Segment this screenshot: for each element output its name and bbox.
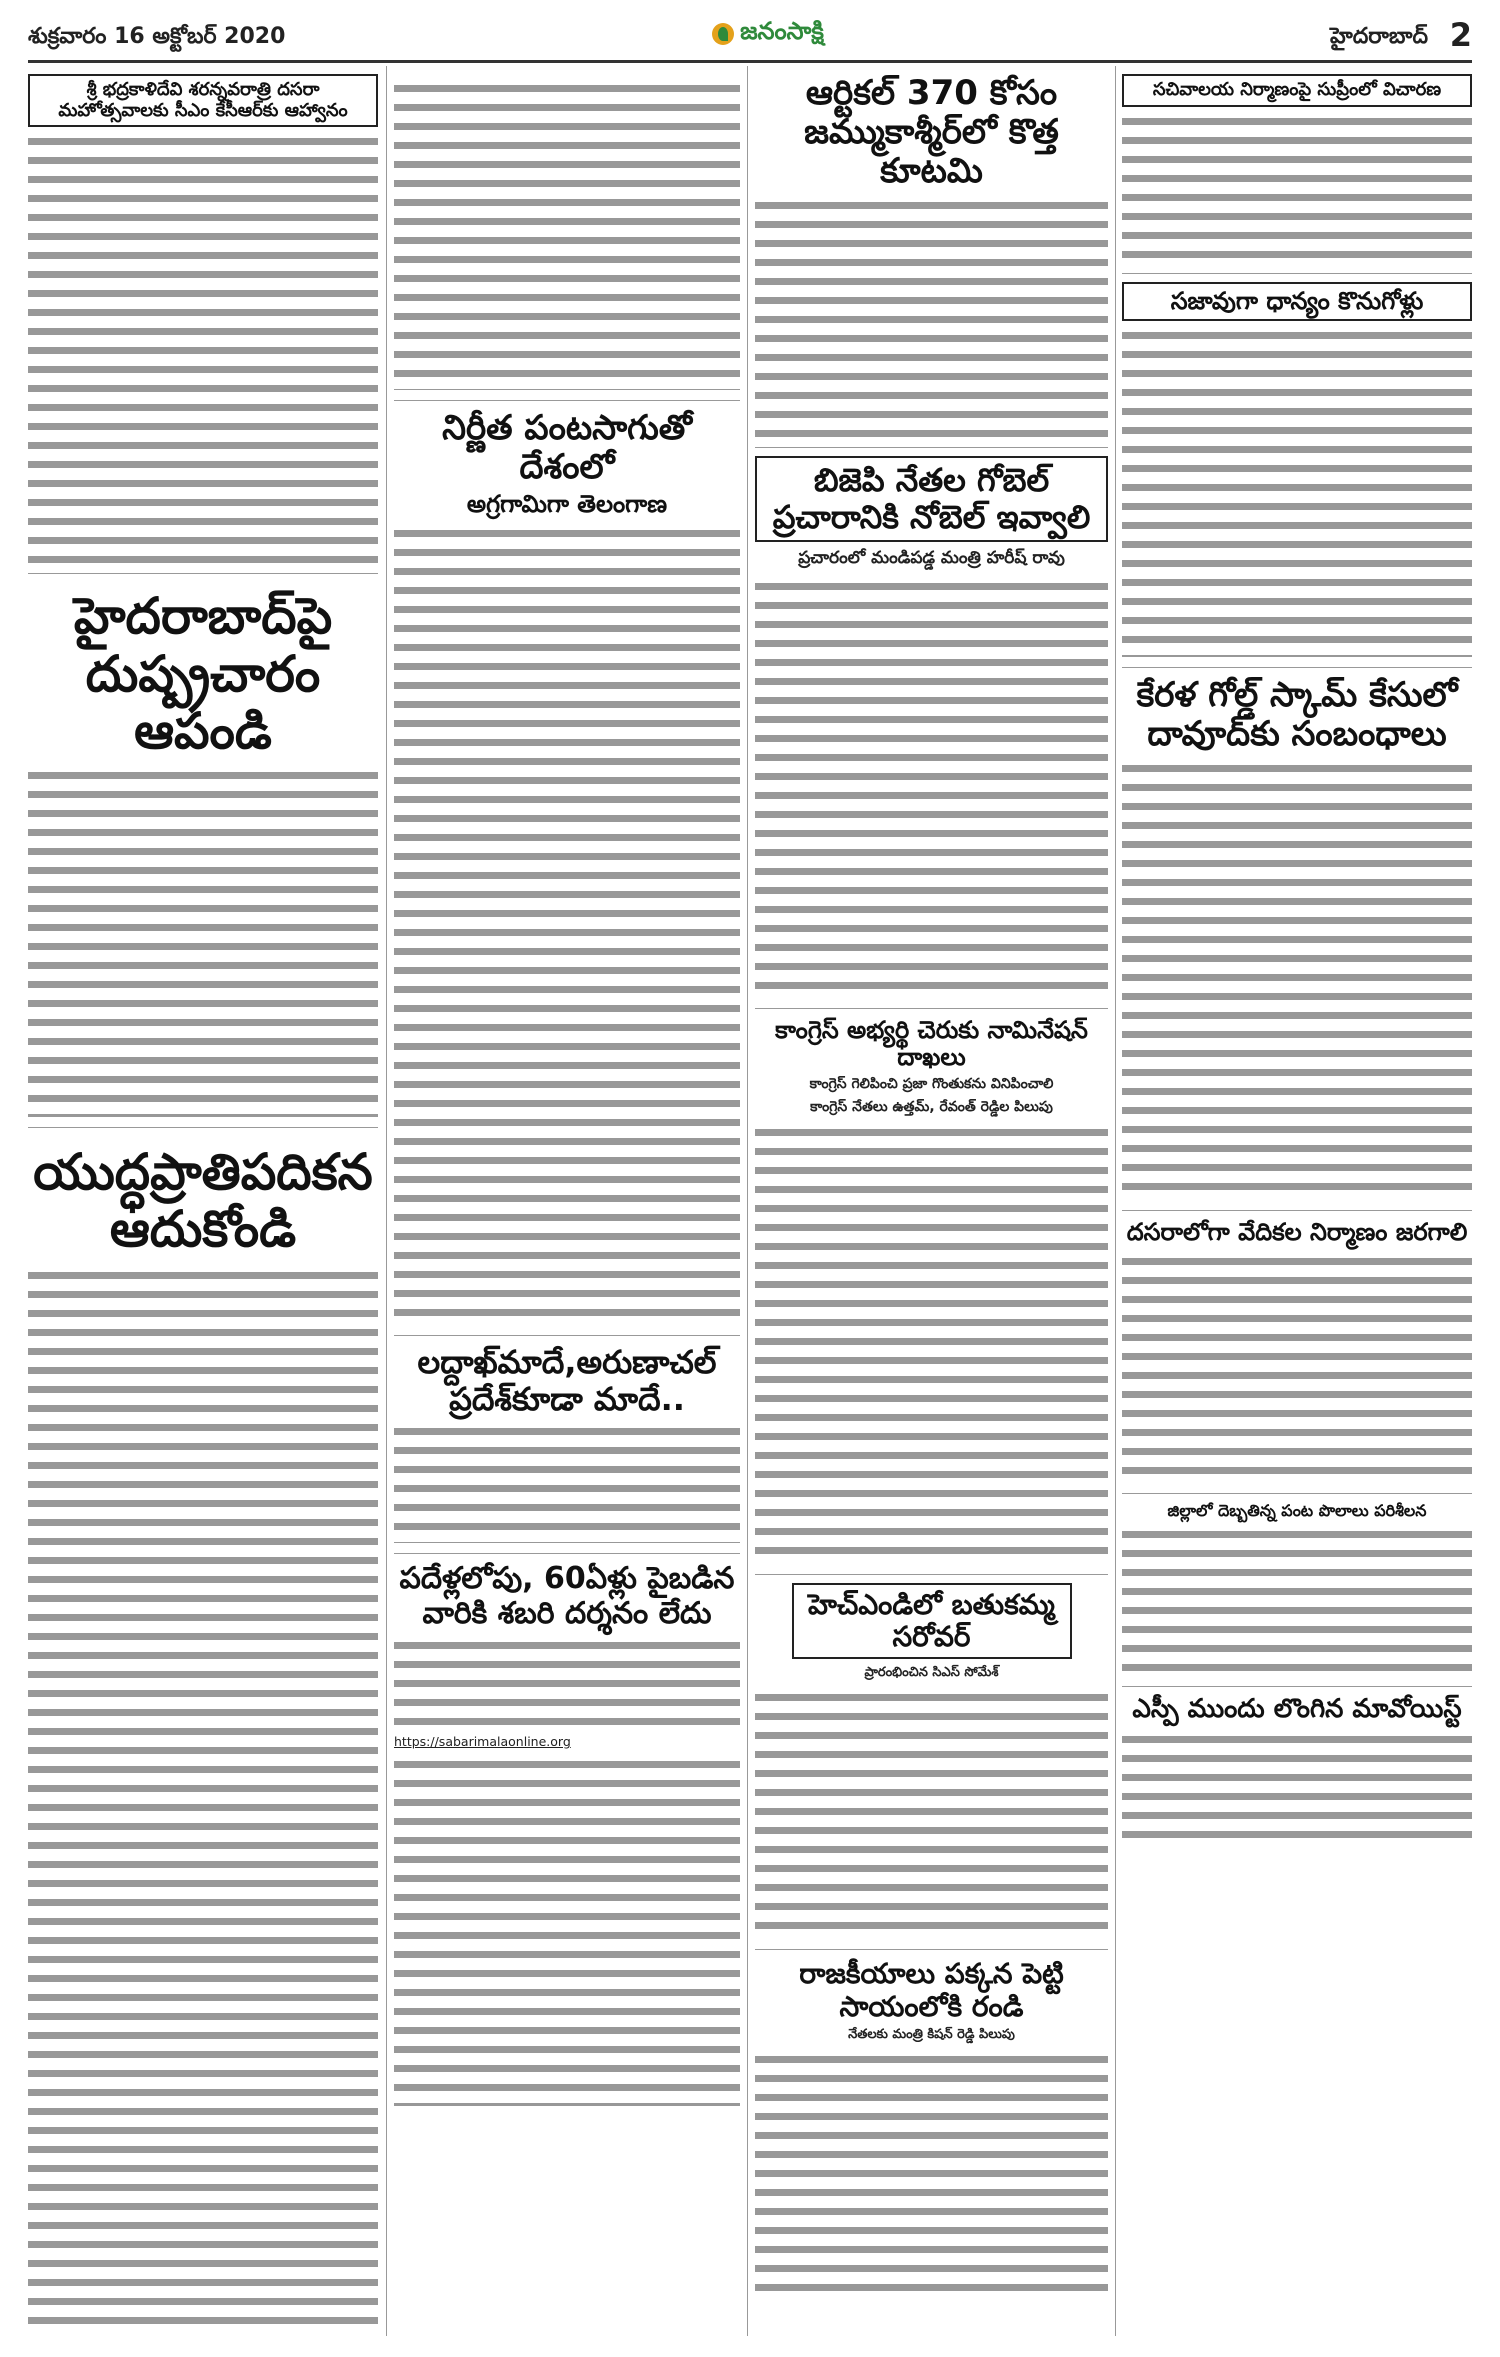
article-text-lines: [755, 197, 1108, 437]
article-headline-box: [755, 456, 1108, 542]
sabarimala-booking-link[interactable]: https://sabarimalaonline.org: [394, 1734, 571, 1750]
article-headline: ఎస్పీ ముందు లొంగిన మావోయిస్ట్: [1132, 1694, 1462, 1725]
article-subheadline: అగ్రగామిగా తెలంగాణ: [466, 490, 668, 519]
column-divider: [747, 66, 748, 2336]
article-headline: ఆర్టికల్ 370 కోసం జమ్ముకాశ్మీర్‌లో కొత్త కూటమి: [804, 73, 1059, 192]
article-ladakh-arunachal: [394, 1336, 740, 1555]
article-text-lines: [1122, 113, 1472, 263]
article-crop-cultivation: [394, 401, 740, 1336]
article-headline: బిజెపి నేతల గోబెల్ ప్రచారానికి నోబెల్ ఇవ్వాలి: [772, 461, 1091, 537]
article-maoist-surrender: [1122, 1687, 1472, 1851]
article-headline: హెచ్ఎండిలో బతుకమ్మ సరోవర్: [808, 1588, 1055, 1654]
article-headline: లద్దాఖ్‌మాదే,అరుణాచల్ ప్రదేశ్‌కూడా మాదే..: [417, 1342, 717, 1418]
article-politics-aside: [755, 1950, 1108, 2310]
article-kicker-secondary: కాంగ్రెస్ నేతలు ఉత్తమ్, రేవంత్ రెడ్డిల పిలుపు: [810, 1099, 1053, 1116]
article-text-lines: [1122, 760, 1472, 1200]
masthead: [28, 14, 1472, 58]
article-headline: యుద్ధప్రాతిపదికన ఆదుకోండి: [33, 1142, 373, 1259]
article-headline: శ్రీ భద్రకాళిదేవి శరన్నవరాత్రి దసరా మహోత్సవాలకు సీఎం కేసీఆర్‌కు ఆహ్వానం: [58, 79, 348, 121]
column-3: [755, 66, 1108, 2336]
article-headline-box: [1122, 74, 1472, 107]
article-war-footing-relief: [28, 1128, 378, 2336]
article-headline-box: [28, 74, 378, 127]
page-number: 2: [1449, 16, 1472, 54]
article-congress-nomination: [755, 1009, 1108, 1575]
article-text-lines: [755, 2051, 1108, 2301]
article-crop-damage-inspection: [1122, 1494, 1472, 1687]
article-text-lines: [1122, 1526, 1472, 1676]
article-headline: కేరళ గోల్డ్ స్కామ్ కేసులో దావూద్‌కు సంబంధాలు: [1136, 675, 1458, 755]
article-article-370: [755, 66, 1108, 448]
article-headline-box: [792, 1583, 1072, 1659]
article-headline: సచివాలయ నిర్మాణంపై సుప్రీంలో విచారణ: [1152, 79, 1442, 100]
article-kicker: ప్రారంభించిన సిఎస్ సోమేశ్: [864, 1665, 999, 1681]
masthead-rule: [28, 60, 1472, 63]
article-text-lines: [28, 767, 378, 1117]
article-goebbels-nobel: [755, 448, 1108, 1009]
article-grain-procurement: [1122, 274, 1472, 669]
article-text-lines: [394, 1756, 740, 2106]
article-headline: పదేళ్లలోపు, 60ఏళ్లు పైబడిన వారికి శబరి దర్శనం లేదు: [399, 1561, 735, 1631]
column-4: [1122, 66, 1472, 2336]
article-sabarimala: [394, 1554, 740, 2116]
article-kerala-gold-scam: [1122, 668, 1472, 1211]
article-text-lines: [28, 1267, 378, 2327]
edition-city: హైదరాబాద్: [1330, 24, 1428, 49]
article-kicker: నేతలకు మంత్రి కిషన్ రెడ్డి పిలుపు: [848, 2026, 1015, 2042]
article-text-lines: [1122, 1731, 1472, 1841]
article-kicker: ప్రచారంలో మండిపడ్డ మంత్రి హరీష్ రావు: [798, 547, 1065, 568]
article-headline: హైదరాబాద్‌పై దుష్ప్రచారం ఆపండి: [73, 587, 333, 761]
article-kicker: కాంగ్రెస్ గెలిపించి ప్రజా గొంతుకను వినిపించాలి: [809, 1076, 1054, 1093]
column-2: [394, 66, 740, 2336]
column-divider: [386, 66, 387, 2336]
article-text-lines: [28, 133, 378, 563]
article-headline: కాంగ్రెస్ అభ్యర్థి చెరుకు నామినేషన్ దాఖలు: [775, 1015, 1088, 1072]
article-headline: సజావుగా ధాన్యం కొనుగోళ్లు: [1170, 286, 1424, 315]
article-text-lines: [1122, 327, 1472, 657]
article-dasara-venues: [1122, 1211, 1472, 1494]
logo-leaf-icon: [712, 23, 734, 45]
article-bathukamma-sarovar: [755, 1575, 1108, 1950]
article-text-lines: [394, 80, 740, 390]
article-text-lines: [755, 1689, 1108, 1939]
article-text-lines: [755, 1124, 1108, 1564]
article-headline: రాజకీయాలు పక్కన పెట్టి సాయంలోకి రండి: [799, 1957, 1064, 2023]
article-headline-box: [1122, 282, 1472, 322]
article-headline: నిర్ణీత పంటసాగుతో దేశంలో: [442, 408, 692, 488]
article-continued: [394, 66, 740, 401]
article-hyderabad-propaganda: [28, 574, 378, 1128]
article-headline: జిల్లాలో దెబ్బతిన్న పంట పొలాలు పరిశీలన: [1167, 1501, 1427, 1521]
article-dasara-invitation: [28, 66, 378, 574]
article-text-lines: [755, 578, 1108, 998]
article-headline: దసరాలోగా వేదికల నిర్మాణం జరగాలి: [1126, 1218, 1468, 1247]
issue-date: శుక్రవారం 16 అక్టోబర్ 2020: [28, 24, 286, 49]
column-divider: [1115, 66, 1116, 2336]
article-text-lines: [394, 525, 740, 1325]
article-text-lines: [394, 1423, 740, 1543]
article-secretariat-supreme-court: [1122, 66, 1472, 274]
article-text-lines: [394, 1637, 740, 1727]
logo-text: జనంసాక్షి: [740, 17, 824, 45]
article-text-lines: [1122, 1253, 1472, 1483]
newspaper-logo: [668, 14, 868, 54]
column-1: [28, 66, 378, 2336]
